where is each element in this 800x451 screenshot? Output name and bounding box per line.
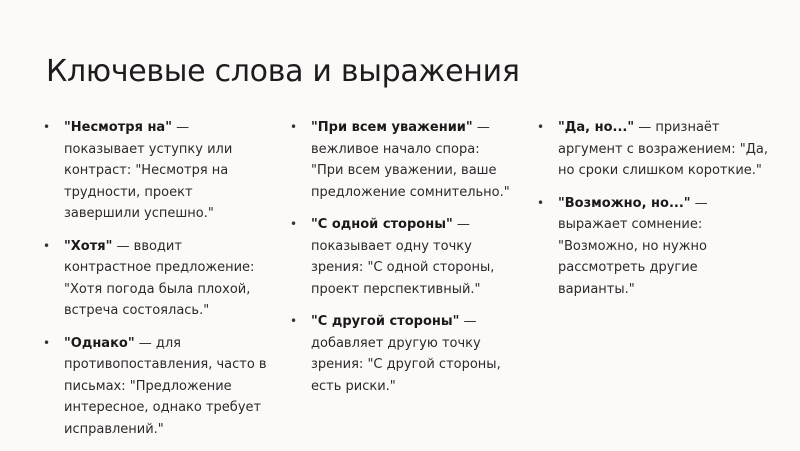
bullet-icon: • bbox=[537, 120, 545, 134]
list-item bbox=[537, 117, 768, 182]
keyword-description: — признаёт аргумент с возражением: "Да, но сроки слишком короткие." bbox=[558, 120, 768, 178]
column-3 bbox=[537, 117, 768, 311]
keyword: "Несмотря на" bbox=[64, 120, 172, 135]
list-item bbox=[290, 117, 516, 203]
keyword-description: — для противопоставления, часто в письмах: "Предложение интересное, однако требует исправлений." bbox=[64, 335, 267, 437]
keyword-description: — вводит контрастное предложение: "Хотя погода была плохой, встреча состоялась." bbox=[64, 238, 255, 318]
list-item bbox=[43, 117, 269, 225]
list-item bbox=[43, 333, 269, 441]
keyword: "Да, но..." bbox=[558, 120, 635, 135]
bullet-icon: • bbox=[290, 120, 298, 134]
keyword-description: — добавляет другую точку зрения: "С другой стороны, есть риски." bbox=[311, 314, 501, 394]
bullet-icon: • bbox=[43, 120, 51, 134]
slide-title: Ключевые слова и выражения bbox=[46, 54, 520, 89]
keyword: "Однако" bbox=[64, 335, 135, 351]
keyword-description: — показывает одну точку зрения: "С одной стороны, проект перспективный." bbox=[311, 217, 495, 297]
column-2 bbox=[290, 117, 516, 408]
keyword: "При всем уважении" bbox=[311, 120, 473, 135]
keyword: "Возможно, но..." bbox=[558, 195, 691, 211]
keyword-description: — выражает сомнение: "Возможно, но нужно рассмотреть другие варианты." bbox=[558, 195, 708, 297]
keyword: "Хотя" bbox=[64, 238, 113, 254]
bullet-icon: • bbox=[43, 335, 51, 350]
list-item bbox=[290, 214, 516, 300]
keyword-description: — вежливое начало спора: "При всем уважении, ваше предложение сомнительно." bbox=[311, 120, 510, 200]
list-item bbox=[290, 311, 516, 397]
list-item bbox=[43, 236, 269, 322]
bullet-icon: • bbox=[537, 195, 545, 210]
keyword: "С одной стороны" bbox=[311, 217, 453, 232]
keyword: "С другой стороны" bbox=[311, 314, 460, 329]
list-item bbox=[537, 193, 768, 301]
bullet-icon: • bbox=[290, 314, 298, 328]
bullet-icon: • bbox=[290, 217, 298, 231]
keyword-description: — показывает уступку или контраст: "Несмотря на трудности, проект завершили успешно." bbox=[64, 120, 233, 221]
column-1 bbox=[43, 117, 269, 451]
bullet-icon: • bbox=[43, 238, 51, 253]
